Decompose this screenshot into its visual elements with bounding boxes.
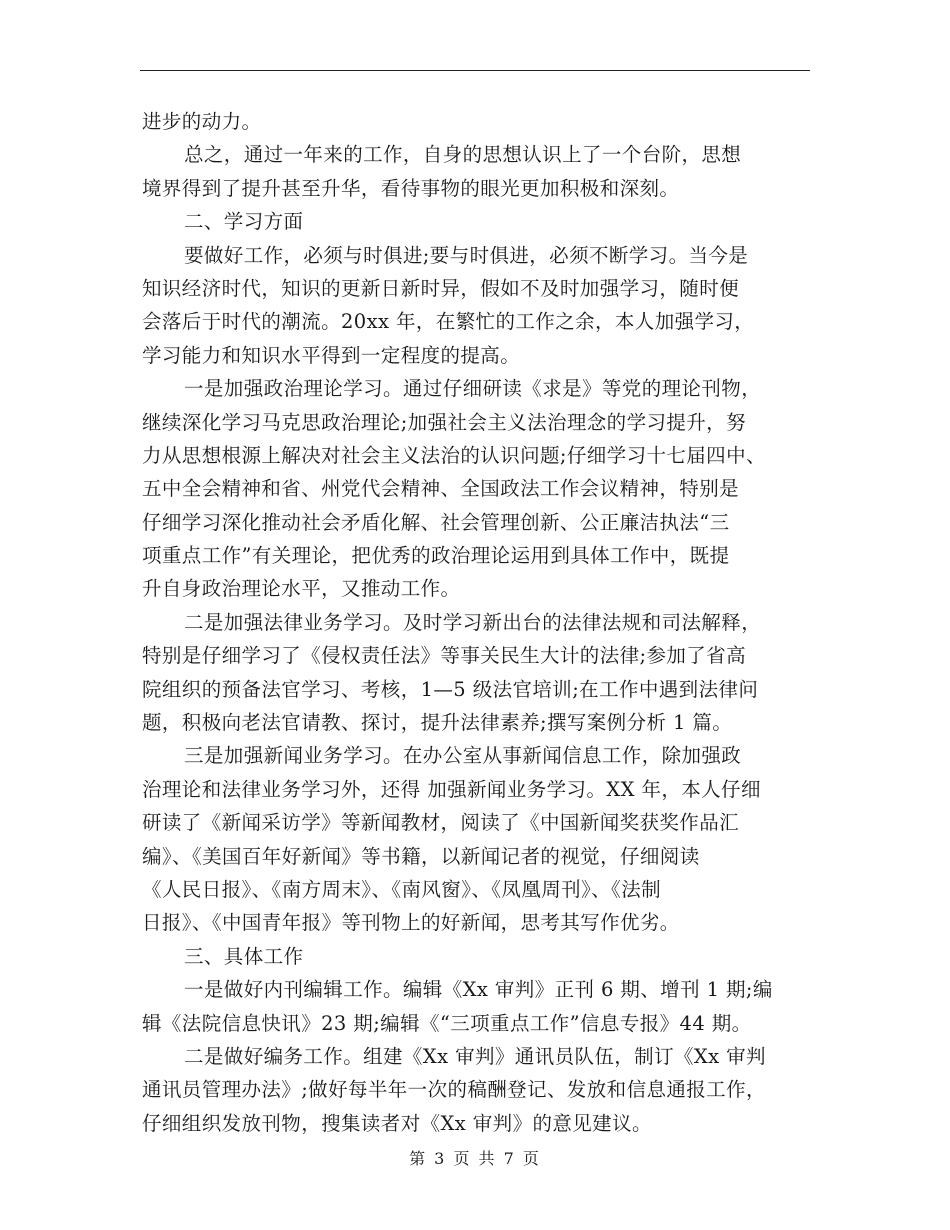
text-line: 知识经济时代，知识的更新日新时异，假如不及时加强学习，随时便: [142, 276, 740, 300]
text-line: 项重点工作”有关理论，把优秀的政治理论运用到具体工作中，既提: [142, 544, 730, 568]
text-line: 三是加强新闻业务学习。在办公室从事新闻信息工作，除加强政: [184, 744, 742, 768]
text-line: 治理论和法律业务学习外，还得 加强新闻业务学习。XX 年，本人仔细: [142, 777, 761, 801]
text-line: 日报》、《中国青年报》等刊物上的好新闻，思考其写作优劣。: [142, 911, 680, 935]
text-line: 题，积极向老法官请教、探讨，提升法律素养;撰写案例分析 1 篇。: [142, 711, 733, 735]
text-line: 三、具体工作: [184, 944, 304, 968]
text-line: 二是做好编务工作。组建《Xx 审判》通讯员队伍，制订《Xx 审判: [184, 1044, 766, 1068]
text-line: 继续深化学习马克思政治理论;加强社会主义法治理念的学习提升，努: [142, 410, 746, 434]
text-line: 境界得到了提升甚至升华，看待事物的眼光更加积极和深刻。: [142, 176, 680, 200]
text-line: 通讯员管理办法》;做好每半年一次的稿酬登记、发放和信息通报工作，: [142, 1078, 766, 1102]
text-line: 总之，通过一年来的工作，自身的思想认识上了一个台阶，思想: [184, 143, 742, 167]
text-line: 升自身政治理论水平，又推动工作。: [142, 577, 461, 601]
text-line: 编》、《美国百年好新闻》等书籍，以新闻记者的视觉，仔细阅读: [142, 844, 700, 868]
text-line: 会落后于时代的潮流。20xx 年，在繁忙的工作之余，本人加强学习，: [142, 310, 755, 334]
header-rule: [140, 70, 810, 71]
text-line: 二、学习方面: [184, 210, 304, 234]
text-line: 进步的动力。: [142, 110, 262, 133]
text-line: 一是做好内刊编辑工作。编辑《Xx 审判》正刊 6 期、增刊 1 期;编: [184, 978, 773, 1002]
text-line: 仔细学习深化推动社会矛盾化解、社会管理创新、公正廉洁执法“三: [142, 510, 730, 534]
text-line: 学习能力和知识水平得到一定程度的提高。: [142, 343, 521, 367]
text-line: 力从思想根源上解决对社会主义法治的认识问题;仔细学习十七届四中、: [142, 443, 766, 467]
text-line: 二是加强法律业务学习。及时学习新出台的法律法规和司法解释，: [184, 610, 762, 634]
text-line: 院组织的预备法官学习、考核，1—5 级法官培训;在工作中遇到法律问: [142, 677, 759, 701]
text-line: 研读了《新闻采访学》等新闻教材，阅读了《中国新闻奖获奖作品汇: [142, 811, 740, 835]
text-line: 《人民日报》、《南方周末》、《南风窗》、《凤凰周刊》、《法制: [142, 877, 662, 901]
text-line: 五中全会精神和省、州党代会精神、全国政法工作会议精神，特别是: [142, 477, 740, 501]
text-line: 仔细组织发放刊物，搜集读者对《Xx 审判》的意见建议。: [142, 1111, 652, 1135]
text-line: 特别是仔细学习了《侵权责任法》等事关民生大计的法律;参加了省高: [142, 644, 746, 668]
document-body: [142, 105, 812, 1140]
text-line: 辑《法院信息快讯》23 期;编辑《“三项重点工作”信息专报》44 期。: [142, 1011, 752, 1035]
page-number: 第 3 页 共 7 页: [409, 1149, 541, 1168]
text-line: 要做好工作，必须与时俱进;要与时俱进，必须不断学习。当今是: [184, 243, 749, 267]
text-line: 一是加强政治理论学习。通过仔细研读《求是》等党的理论刊物，: [184, 377, 762, 401]
